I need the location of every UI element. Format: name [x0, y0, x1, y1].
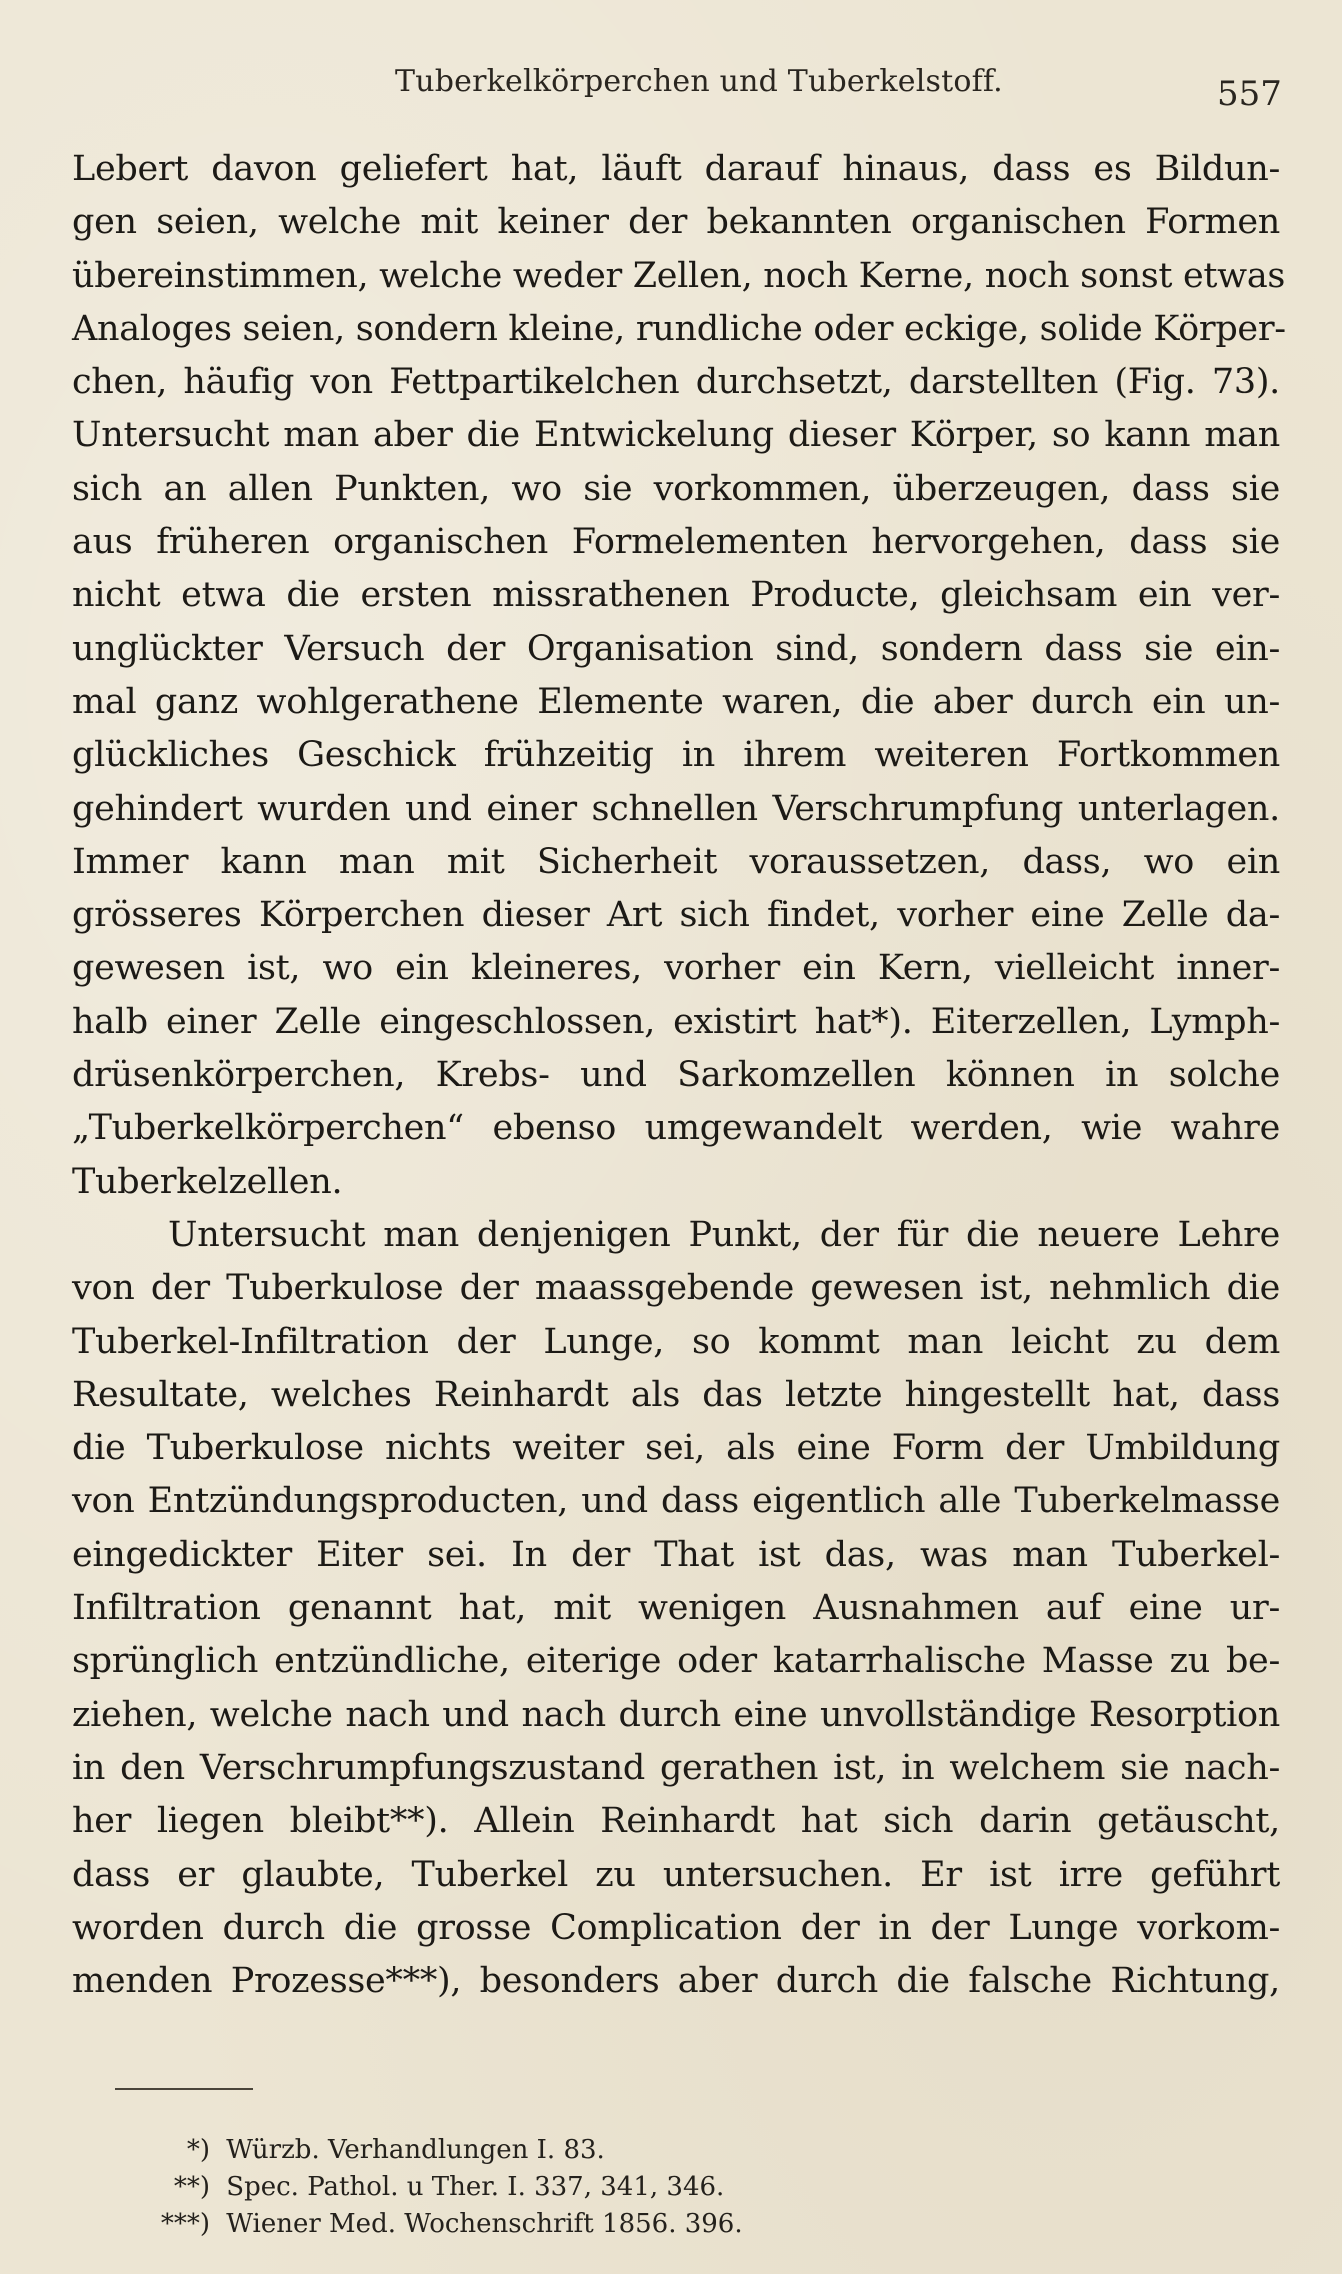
text-line: drüsenkörperchen, Krebs- und Sarkomzellen können in solche: [72, 1055, 1280, 1096]
running-title: Tuberkelkörperchen und Tuberkelstoff.: [395, 64, 1003, 99]
text-line: Tuberkelzellen.: [72, 1161, 343, 1202]
paragraph-1: [72, 143, 1286, 1209]
text-line: Untersucht man denjenigen Punkt, der für die neuere Lehre: [168, 1214, 1280, 1255]
text-line: aus früheren organischen Formelementen hervorgehen, dass sie: [72, 522, 1280, 563]
text-line: von Entzündungsproducten, und dass eigentlich alle Tuberkelmasse: [72, 1481, 1280, 1522]
footnote-2: [140, 2169, 1040, 2206]
text-line: Tuberkel-Infiltration der Lunge, so kommt man leicht zu dem: [72, 1321, 1280, 1362]
text-line: Infiltration genannt hat, mit wenigen Ausnahmen auf eine ur-: [72, 1588, 1280, 1629]
text-line: gen seien, welche mit keiner der bekannten organischen Formen: [72, 202, 1280, 243]
text-line: halb einer Zelle eingeschlossen, existirt hat*). Eiterzellen, Lymph-: [72, 1001, 1280, 1042]
body-text: [72, 143, 1286, 2008]
text-line: gewesen ist, wo ein kleineres, vorher ein Kern, vielleicht inner-: [72, 948, 1280, 989]
footnote-mark: *): [186, 2135, 210, 2165]
text-line: dass er glaubte, Tuberkel zu untersuchen. Er ist irre geführt: [72, 1854, 1280, 1895]
text-line: her liegen bleibt**). Allein Reinhardt hat sich darin getäuscht,: [72, 1801, 1280, 1842]
text-line: sich an allen Punkten, wo sie vorkommen, überzeugen, dass sie: [72, 468, 1280, 509]
text-line: mal ganz wohlgerathene Elemente waren, die aber durch ein un-: [72, 681, 1280, 722]
text-line: eingedickter Eiter sei. In der That ist das, was man Tuberkel-: [72, 1534, 1280, 1575]
page-number: 557: [1217, 74, 1282, 114]
text-line: grösseres Körperchen dieser Art sich findet, vorher eine Zelle da-: [72, 895, 1280, 936]
text-line: sprünglich entzündliche, eiterige oder katarrhalische Masse zu be-: [72, 1641, 1280, 1682]
text-line: „Tuberkelkörperchen“ ebenso umgewandelt werden, wie wahre: [72, 1108, 1280, 1149]
text-line: nicht etwa die ersten missrathenen Producte, gleichsam ein ver-: [72, 575, 1280, 616]
text-line: gehindert wurden und einer schnellen Verschrumpfung unterlagen.: [72, 788, 1280, 829]
footnote-mark: **): [173, 2172, 210, 2202]
footnote-divider: [115, 2088, 253, 2090]
text-line: übereinstimmen, welche weder Zellen, noch Kerne, noch sonst etwas: [72, 255, 1286, 296]
text-line: menden Prozesse***), besonders aber durch die falsche Richtung,: [72, 1961, 1280, 2002]
text-line: glückliches Geschick frühzeitig in ihrem weiteren Fortkommen: [72, 735, 1280, 776]
paragraph-2: [72, 1209, 1280, 2008]
footnote-mark: ***): [160, 2209, 210, 2239]
text-line: ziehen, welche nach und nach durch eine unvollständige Resorption: [72, 1694, 1280, 1735]
footnote-text: Wiener Med. Wochenschrift 1856. 396.: [226, 2209, 743, 2239]
footnote-1: [140, 2132, 1040, 2169]
footnote-text: Würzb. Verhandlungen I. 83.: [226, 2135, 605, 2165]
text-line: Resultate, welches Reinhardt als das letzte hingestellt hat, dass: [72, 1374, 1280, 1415]
footnote-3: [140, 2206, 1040, 2243]
footnote-text: Spec. Pathol. u Ther. I. 337, 341, 346.: [226, 2172, 725, 2202]
text-line: in den Verschrumpfungszustand gerathen ist, in welchem sie nach-: [72, 1747, 1280, 1788]
text-line: worden durch die grosse Complication der in der Lunge vorkom-: [72, 1907, 1280, 1948]
text-line: von der Tuberkulose der maassgebende gewesen ist, nehmlich die: [72, 1268, 1280, 1309]
text-line: unglückter Versuch der Organisation sind, sondern dass sie ein-: [72, 628, 1280, 669]
text-line: Analoges seien, sondern kleine, rundliche oder eckige, solide Körper-: [72, 308, 1286, 349]
text-line: Immer kann man mit Sicherheit voraussetzen, dass, wo ein: [72, 841, 1280, 882]
text-line: Lebert davon geliefert hat, läuft darauf hinaus, dass es Bildun-: [72, 149, 1280, 189]
footnotes: [140, 2132, 1040, 2243]
text-line: die Tuberkulose nichts weiter sei, als eine Form der Umbildung: [72, 1428, 1280, 1469]
text-line: Untersucht man aber die Entwickelung dieser Körper, so kann man: [72, 415, 1280, 456]
text-line: chen, häufig von Fettpartikelchen durchsetzt, darstellten (Fig. 73).: [72, 362, 1280, 403]
